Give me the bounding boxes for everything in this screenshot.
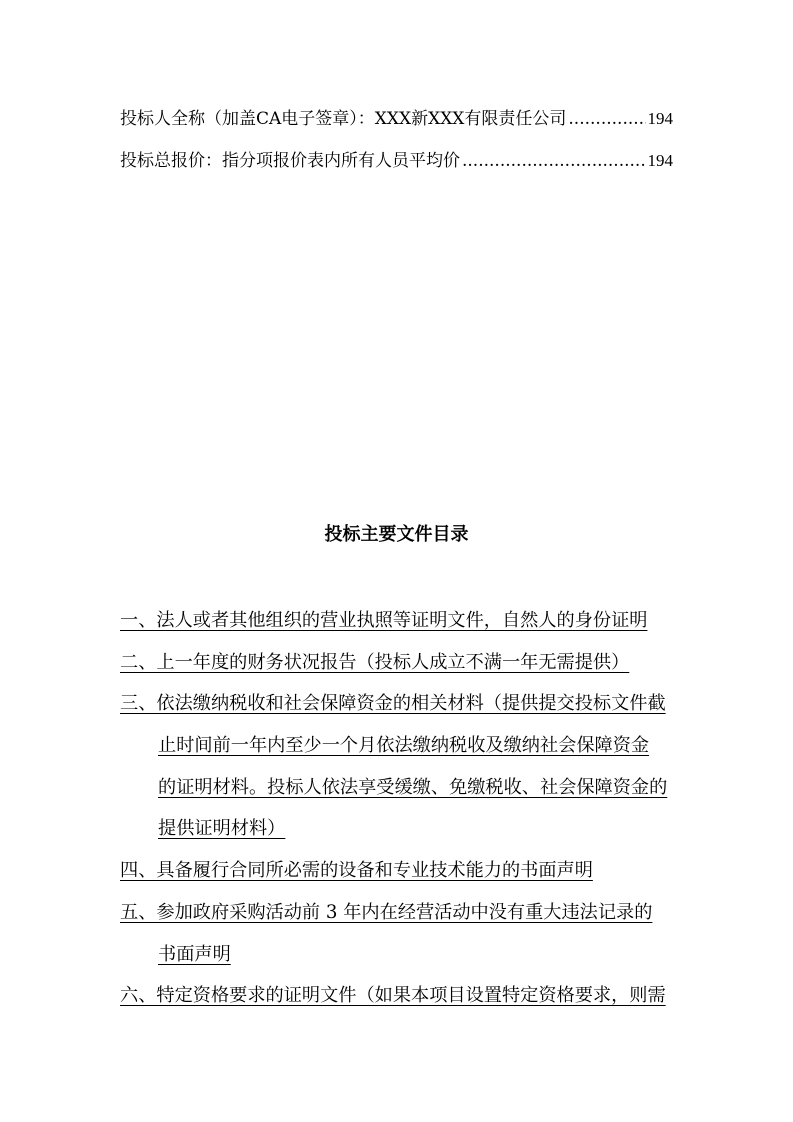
list-item-text: 三、依法缴纳税收和社会保障资金的相关材料（提供提交投标文件截 — [120, 693, 666, 715]
toc-leader — [568, 109, 645, 129]
list-item[interactable] — [120, 975, 680, 1017]
list-item-continuation[interactable] — [120, 808, 680, 850]
toc-page-number: 194 — [647, 151, 673, 170]
toc-entry-text: 投标人全称（加盖CA电子签章）：XXX新XXX有限责任公司 — [120, 109, 567, 129]
list-item-text: 一、法人或者其他组织的营业执照等证明文件，自然人的身份证明 — [120, 610, 648, 631]
list-item-text: 的证明材料。投标人依法享受缓缴、免缴税收、社会保障资金的 — [158, 776, 668, 798]
list-item-text: 二、上一年度的财务状况报告（投标人成立不满一年无需提供） — [120, 651, 630, 673]
list-item-continuation[interactable] — [120, 934, 680, 976]
toc-entry[interactable] — [120, 104, 673, 129]
document-list — [120, 600, 680, 1017]
list-item[interactable] — [120, 683, 680, 725]
list-item-text: 书面声明 — [158, 943, 231, 965]
list-item[interactable] — [120, 892, 680, 934]
toc-entry-text: 投标总报价：指分项报价表内所有人员平均价 — [120, 151, 460, 171]
list-item-continuation[interactable] — [120, 767, 680, 809]
toc-page-number: 194 — [647, 109, 673, 128]
list-item-text: 四、具备履行合同所必需的设备和专业技术能力的书面声明 — [120, 860, 593, 882]
toc-entry[interactable] — [120, 146, 673, 171]
list-item[interactable] — [120, 642, 680, 684]
list-item-text: 提供证明材料） — [158, 818, 286, 840]
list-item-text: 六、特定资格要求的证明文件（如果本项目设置特定资格要求，则需 — [120, 985, 666, 1007]
list-item[interactable] — [120, 600, 680, 642]
list-item-text: 五、参加政府采购活动前 3 年内在经营活动中没有重大违法记录的 — [120, 901, 653, 923]
section-title: 投标主要文件目录 — [324, 524, 469, 545]
list-item-text: 止时间前一年内至少一个月依法缴纳税收及缴纳社会保障资金 — [158, 735, 650, 757]
toc-leader — [462, 151, 646, 171]
list-item[interactable] — [120, 850, 680, 892]
list-item-continuation[interactable] — [120, 725, 680, 767]
